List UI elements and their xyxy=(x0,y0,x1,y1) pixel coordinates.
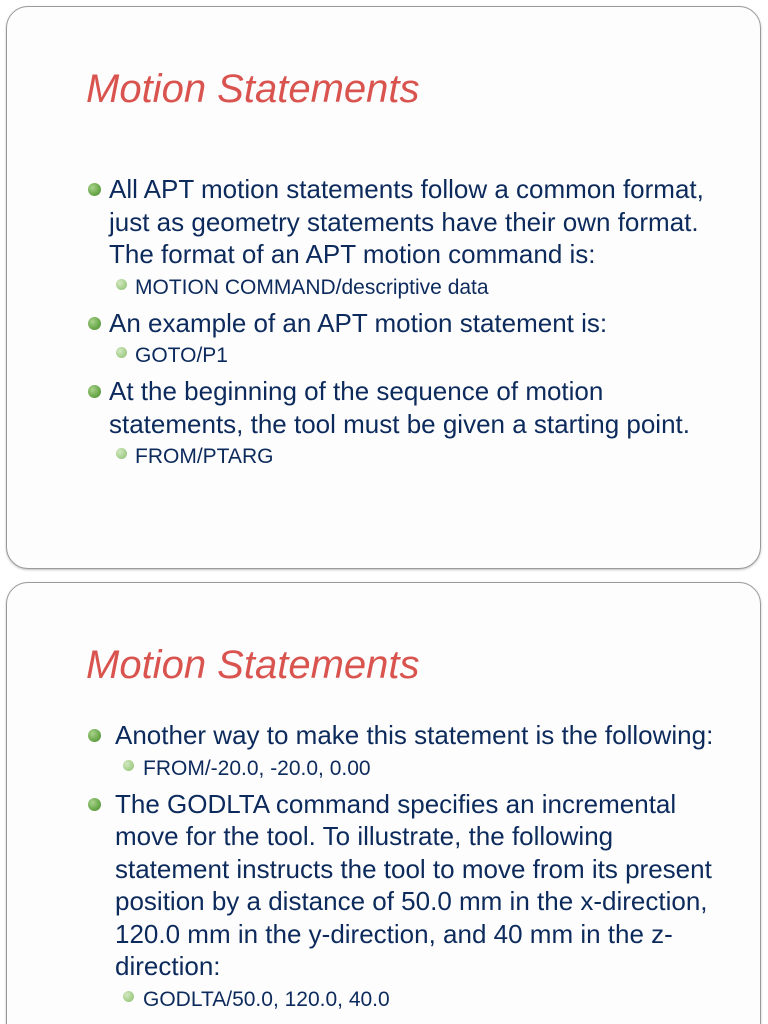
bullet-dot-icon xyxy=(88,317,101,330)
sub-bullet-dot-icon xyxy=(116,347,127,358)
sub-bullet-item xyxy=(85,754,730,784)
sub-bullet-item xyxy=(85,985,730,1015)
slide-title: Motion Statements xyxy=(86,643,420,687)
sub-bullet-item xyxy=(85,442,732,472)
bullet-item xyxy=(85,307,732,340)
bullet-item xyxy=(85,788,730,983)
sub-bullet-text: GODLTA/50.0, 120.0, 40.0 xyxy=(143,987,390,1011)
sub-bullet-dot-icon xyxy=(116,279,127,290)
bullet-dot-icon xyxy=(88,183,101,196)
sub-bullet-text: FROM/-20.0, -20.0, 0.00 xyxy=(143,756,371,780)
slide-1 xyxy=(6,6,761,569)
sub-bullet-text: FROM/PTARG xyxy=(135,445,274,468)
slide-2 xyxy=(6,582,761,1024)
bullet-text: All APT motion statements follow a common format, just as geometry statements have their own format. The format of an APT motion command is: xyxy=(109,174,704,269)
slide-body xyxy=(85,719,730,1019)
sub-bullet-item xyxy=(85,273,732,303)
sub-bullet-item xyxy=(85,341,732,371)
slide-title: Motion Statements xyxy=(86,67,420,111)
sub-bullet-dot-icon xyxy=(123,991,134,1002)
sub-bullet-dot-icon xyxy=(116,448,127,459)
bullet-text: At the beginning of the sequence of motion statements, the tool must be given a starting point. xyxy=(109,376,690,439)
bullet-text: Another way to make this statement is the following: xyxy=(115,720,714,750)
slide-body xyxy=(85,173,732,476)
bullet-item xyxy=(85,719,730,752)
sub-bullet-text: GOTO/P1 xyxy=(135,344,228,367)
bullet-item xyxy=(85,375,732,440)
bullet-text: The GODLTA command specifies an incremental move for the tool. To illustrate, the following statement instructs the tool to move from its present position by a distance of 50.0 mm in the x-direction, 120.0 mm in the y-direction, and 40 mm in the z-direction: xyxy=(115,788,712,981)
sub-bullet-text: MOTION COMMAND/descriptive data xyxy=(135,275,489,299)
bullet-dot-icon xyxy=(88,385,101,398)
bullet-dot-icon xyxy=(88,798,101,811)
sub-bullet-dot-icon xyxy=(123,760,134,771)
bullet-item xyxy=(85,173,732,271)
bullet-dot-icon xyxy=(88,729,101,742)
bullet-text: An example of an APT motion statement is: xyxy=(109,307,608,338)
